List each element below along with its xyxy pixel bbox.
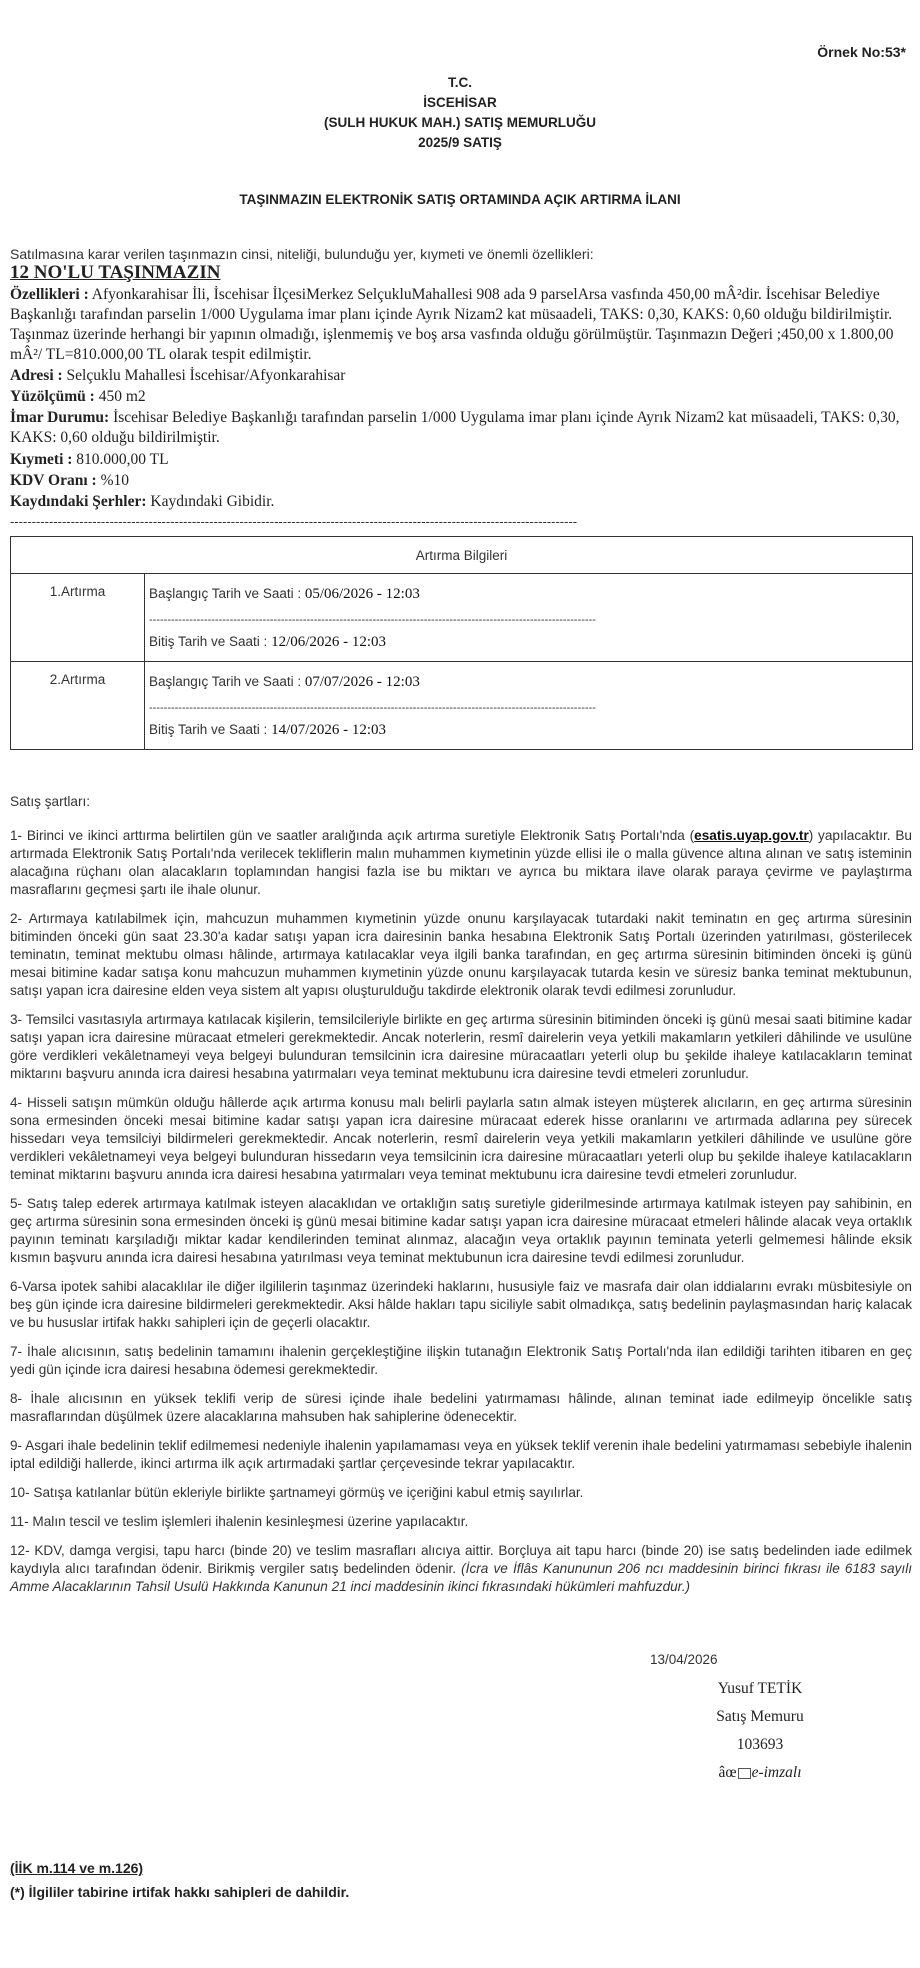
term-5: 5- Satış talep ederek artırmaya katılmak isteyen alacaklıdan ve ortaklığın satış suretiyle giderilmesinde artırmaya katılmak isteyen pay sahibinin, en geç artırma süresinin sona ermesinden önceki iş günü mesai bitimine kadar satışı yapan icra dairesine müracaat etmeleri hâlinde alacak veya ortaklık payının teminatı karşıladığı miktar kadar kendilerinden teminat alınmaz, alacağın veya ortaklık payının teminata yeterli gelmemesi hâlinde eksik kısmın başvuru anında icra dairesi hesabına yatırılması veya teminat mektubunun icra dairesine tevdi edilmesi zorunludur. [10,1196,912,1265]
term-10: 10- Satışa katılanlar bütün ekleriyle birlikte şartnameyi görmüş ve içeriğini kabul etmiş sayılırlar. [10,1485,584,1500]
start-label: Başlangıç Tarih ve Saati : [149,586,305,601]
header-line-tc: T.C. [447,75,472,90]
auction-table-header: Artırma Bilgileri [11,537,913,574]
encumbrance-label: Kaydındaki Şerhler: [10,493,147,510]
term-1-text-cont: ) yapılacaktır. Bu artırmada Elektronik Satış Portalı'nda verilecek tekliflerin malın muhammen kıymetinin yüzde ellisi ile o malla güvence altına alınan ve satış isteminin alacağına rüçhanı olan alacakların toplamından hangisi fazla ise bu miktarı ve ayrıca bu miktara ilave olarak paraya çevirme ve paylaştırma masraflarını geçmesi şartı ile ihale olunur. [10,828,912,897]
e-signature [650,1764,870,1782]
header-line-court: İSCEHİSAR [423,95,497,110]
end-label: Bitiş Tarih ve Saati : [149,634,272,649]
signer-title: Satış Memuru [716,1708,804,1725]
property-value [10,450,910,470]
auction-end [149,634,386,651]
signer-name: Yusuf TETİK [717,1680,803,1697]
property-encumbrance [10,492,910,512]
auction-start [149,586,420,603]
start-value: 07/07/2026 - 12:03 [304,674,420,690]
area-text: 450 m2 [94,388,146,405]
auction-start [149,674,420,691]
auction-table [10,536,913,750]
property-features [10,285,910,365]
sample-number: Örnek No:53* [817,44,906,60]
auction-row-label: 2.Artırma [11,662,145,750]
end-label: Bitiş Tarih ve Saati : [149,722,272,737]
e-signature-label: e-imzalı [751,1764,802,1781]
term-12 [10,1542,912,1596]
features-label: Özellikleri : [10,286,89,303]
header-line-file-no: 2025/9 SATIŞ [418,135,502,150]
term-8: 8- İhale alıcısının en yüksek teklifi verip de süresi içinde ihale bedelini yatırmaması hâlinde, alınan teminat iade edilmeyip öncelikle satış masraflarından düşülmek üzere alacaklarına mahsuben hak sahiplerine ödenecektir. [10,1391,912,1424]
address-text: Selçuklu Mahallesi İscehisar/Afyonkarahisar [62,367,346,384]
intro-text: Satılmasına karar verilen taşınmazın cinsi, niteliği, bulunduğu yer, kıymeti ve önemli özellikleri: [10,246,594,262]
encumbrance-text: Kaydındaki Gibidir. [146,493,275,510]
property-separator: ----------------------------------------------------------------------------------------------------------------------------------- [10,514,578,529]
term-2: 2- Artırmaya katılabilmek için, mahcuzun muhammen kıymetinin yüzde onunu karşılayacak tutardaki nakit teminatın en geç artırma süresinin bitiminden önceki gün saat 23.30'a kadar satışı yapan icra dairesinin banka hesabına Elektronik Satış Portalı üzerinden yatırılması, gösterilecek teminatın, teminat mektubu olması hâlinde, artırmaya katılacaklar veya ilgili banka tarafından, en geç artırma süresinin bitiminden önceki iş günü mesai bitimine kadar satışa konu mahcuzun muhammen kıymetinin yüzde onunu karşılayacak tutarda kesin ve süresiz banka teminat mektubunun, satışı yapan icra dairesine elden veya sistem alt yapısı oluşturulduğu takdirde elektronik olarak tevdi edilmesi zorunludur. [10,911,912,998]
term-7: 7- İhale alıcısının, satış bedelinin tamamını ihalenin gerçekleştiğine ilişkin tutanağın Elektronik Satış Portalı'nda ilan edildiği tarihten itibaren en geç yedi gün içinde icra dairesi hesabına ödemesi gerekmektedir. [10,1344,912,1377]
term-1 [10,827,912,899]
term-6: 6-Varsa ipotek sahibi alacaklılar ile diğer ilgililerin taşınmaz üzerindeki haklarını, hususiyle faiz ve masrafa dair olan iddialarını evrakı müsbitesiyle on beş gün içinde icra dairesine bildirmeleri gerekmektedir. Aksi hâlde hakları tapu siciliyle sabit olmadıkça, satış bedelinin paylaşmasından hariç kalacak ve bu hususlar irtifak hakkı sahipleri için de geçerli olacaktır. [10,1279,912,1330]
property-vat [10,471,910,491]
term-9: 9- Asgari ihale bedelinin teklif edilmemesi nedeniyle ihalenin yapılamaması veya en yüksek teklif verenin ihale bedelini yatırmaması sebebiyle ihalenin iptal edildiği hallerde, ikinci artırma ilk açık artırmadaki şartlar çerçevesinde tekrar yapılacaktır. [10,1438,912,1471]
signer-number: 103693 [736,1736,784,1753]
features-text: Afyonkarahisar İli, İscehisar İlçesiMerkez SelçukluMahallesi 908 ada 9 parselArsa vasfında 450,00 mÂ²dir. İscehisar Belediye Başkanlığı tarafından parselin 1/000 Uygulama imar planı içinde Ayrık Nizam2 kat müsaadeli, TAKS: 0,30, KAKS: 0,60 olduğu bildirilmiştir. Taşınmaz üzerinde herhangi bir yapının olmadığı, işlenmemiş ve boş arsa vasfında olduğu görülmüştür. Taşınmazın Değeri ;450,00 x 1.800,00 mÂ²/ TL=810.000,00 TL olarak tespit edilmiştir. [10,286,894,363]
auction-row [11,574,913,662]
signature-date: 13/04/2026 [650,1652,718,1667]
vat-label: KDV Oranı : [10,472,97,489]
term-1-text: 1- Birinci ve ikinci arttırma belirtilen gün ve saatler aralığında açık artırma suretiyle Elektronik Satış Portalı'nda ( [10,828,695,843]
term-11: 11- Malın tescil ve teslim işlemleri ihalenin kesinleşmesi üzerine yapılacaktır. [10,1514,469,1529]
property-address [10,366,910,386]
auction-end [149,722,386,739]
start-label: Başlangıç Tarih ve Saati : [149,674,305,689]
end-value: 14/07/2026 - 12:03 [271,722,387,738]
property-area [10,387,910,407]
zoning-label: İmar Durumu: [10,409,110,426]
property-zoning [10,408,910,448]
term-3: 3- Temsilci vasıtasıyla artırmaya katılacak kişilerin, temsilcileriyle birlikte en geç artırma süresinin bitiminden önceki iş günü mesai saati bitimine kadar satışı yapan icra dairesine müracaat etmeleri gerekmektedir. Ancak noterlerin, resmî dairelerin veya yetkili makamların yetkileri dâhilinde ve usulüne göre verdikleri vekâletnameyi veya belgeyi bulunduran temsilcinin icra dairesine müracaatları yeterli olup bu şekilde ihaleye katılacakların teminat miktarını başvuru anında icra dairesi hesabına yatırmaları veya teminat mektubunu icra dairesine tevdi etmeleri zorunludur. [10,1012,912,1081]
property-title: 12 NO'LU TAŞINMAZIN [10,262,221,283]
end-value: 12/06/2026 - 12:03 [271,634,387,650]
e-signature-icon [738,1768,751,1779]
law-reference: (İİK m.114 ve m.126) [10,1860,144,1876]
auction-row-label: 1.Artırma [11,574,145,662]
value-text: 810.000,00 TL [72,451,169,468]
area-label: Yüzölçümü : [10,388,95,405]
auction-row [11,662,913,750]
sale-terms [10,793,912,1607]
zoning-text: İscehisar Belediye Başkanlığı tarafından parselin 1/000 Uygulama imar planı içinde Ayrık Nizam2 kat müsaadeli, TAKS: 0,30, KAKS: 0,60 olduğu bildirilmiştir. [10,409,900,446]
footer-note: (*) İlgililer tabirine irtifak hakkı sahipleri de dahildir. [10,1884,350,1900]
notice-title: TAŞINMAZIN ELEKTRONİK SATIŞ ORTAMINDA AÇIK ARTIRMA İLANI [239,192,681,207]
address-label: Adresi : [10,367,63,384]
e-signature-prefix: âœ [718,1764,737,1781]
term-12-text: 12- KDV, damga vergisi, tapu harcı (binde 20) ve teslim masrafları alıcıya aittir. Borçluya ait tapu harcı (binde 20) ise satış bedelinden iade edilmek kaydıyla alıcı tarafından ödenir. Birikmiş vergiler satış bedelinden ödenir. [10,1543,912,1576]
sale-terms-heading: Satış şartları: [10,794,91,809]
value-label: Kıymeti : [10,451,73,468]
auction-row-separator: -------------------------------------------------------------------------------------------------------------------------- [149,702,596,714]
header-line-office: (SULH HUKUK MAH.) SATIŞ MEMURLUĞU [324,115,596,130]
term-12-law: (İcra ve İflâs Kanununun 206 ncı maddesinin birinci fıkrası ile 6183 sayılı Amme Alacaklarının Tahsil Usulü Hakkında Kanunun 21 inci maddesinin ikinci fıkrasındaki hükümleri mahfuzdur.) [10,1561,912,1594]
esatis-link[interactable]: esatis.uyap.gov.tr [694,828,809,843]
term-4: 4- Hisseli satışın mümkün olduğu hâllerde açık artırma konusu malı belirli paylarla satın almak isteyen müşterek alıcıların, en geç artırma süresinin sona ermesinden önceki mesai bitimine kadar satışı yapan icra dairesine müracaat ederek hisse oranlarını ve artırmada adlarına pey sürecek hissedarı veya temsilciyi bildirmeleri gerekmektedir. Ancak noterlerin, resmî dairelerin veya yetkili makamların yetkileri dâhilinde ve usulüne göre verdikleri vekâletnameyi veya belgeyi bulunduran hissedarın veya temsilcinin icra dairesine müracaatları yeterli olup bu şekilde ihaleye katılacakların teminat miktarını başvuru anında icra dairesi hesabına yatırmaları veya teminat mektubunu icra dairesine tevdi etmeleri zorunludur. [10,1095,912,1182]
auction-row-separator: -------------------------------------------------------------------------------------------------------------------------- [149,614,596,626]
vat-text: %10 [96,472,129,489]
start-value: 05/06/2026 - 12:03 [304,586,420,602]
